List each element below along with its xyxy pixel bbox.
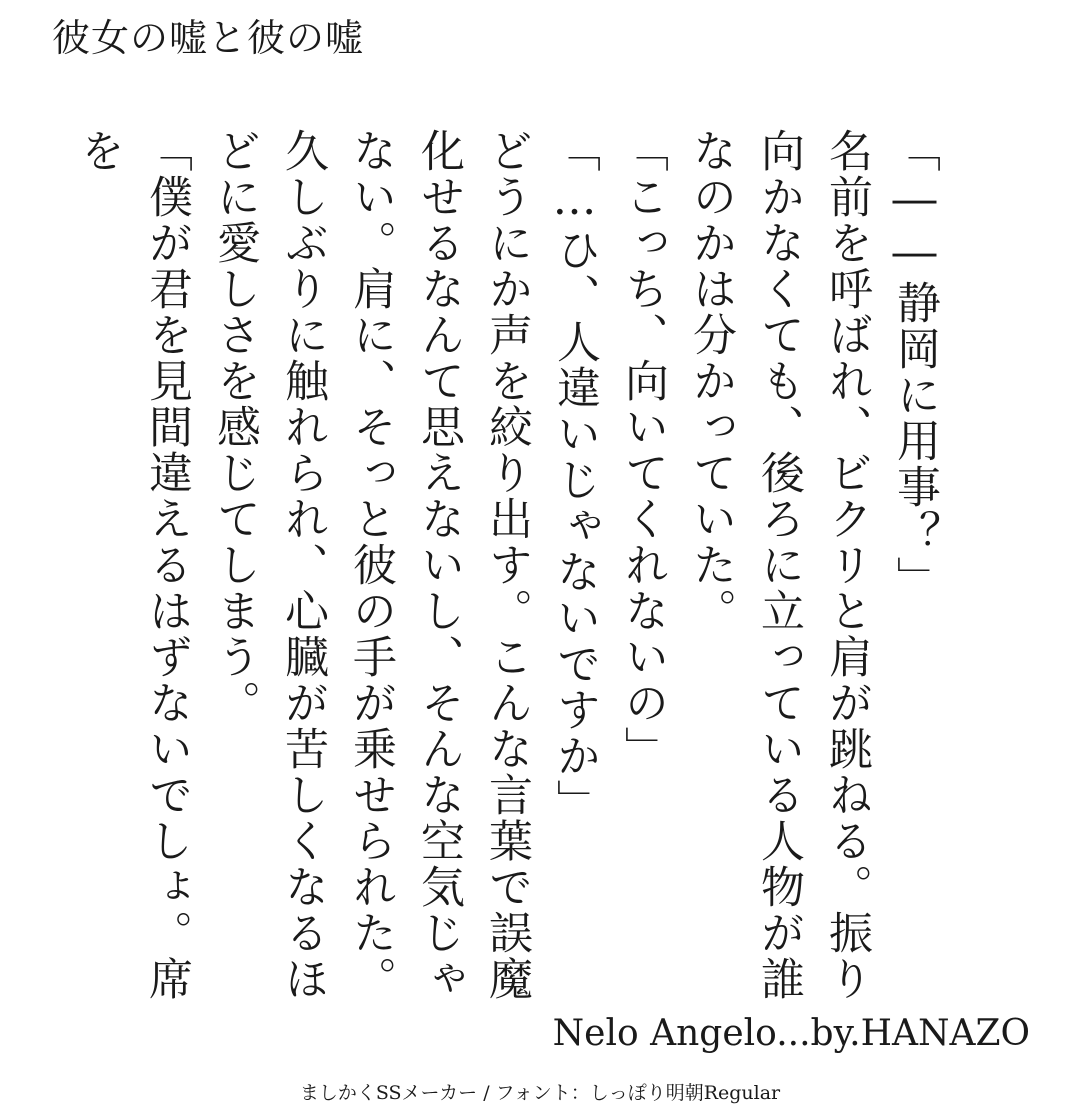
paragraph: 「――静岡に用事？」	[889, 128, 940, 602]
story-body	[73, 128, 948, 1038]
story-title: 彼女の嘘と彼の嘘	[52, 16, 365, 60]
paragraph: 名前を呼ばれ、ビクリと肩が跳ねる。振り向かなくても、後ろに立っている人物が誰なのかは分かっていた。	[685, 128, 872, 1002]
paragraph: どうにか声を絞り出す。こんな言葉で誤魔化せるなんて思えないし、そんな空気じゃない。肩に、そっと彼の手が乗せられた。久しぶりに触れられ、心臓が苦しくなるほどに愛しさを感じてしまう。	[209, 128, 532, 1002]
footer-credit: ましかくSSメーカー / フォント：しっぽり明朝Regular	[299, 1082, 781, 1104]
paragraph: 「こっち、向いてくれないの」	[617, 128, 668, 772]
author-credit: Nelo Angelo...by.HANAZO	[552, 1013, 1030, 1054]
paragraph: 「…ひ、人違いじゃないですか」	[549, 128, 600, 825]
paragraph: 「僕が君を見間違えるはずないでしょ。席を	[73, 128, 192, 1002]
